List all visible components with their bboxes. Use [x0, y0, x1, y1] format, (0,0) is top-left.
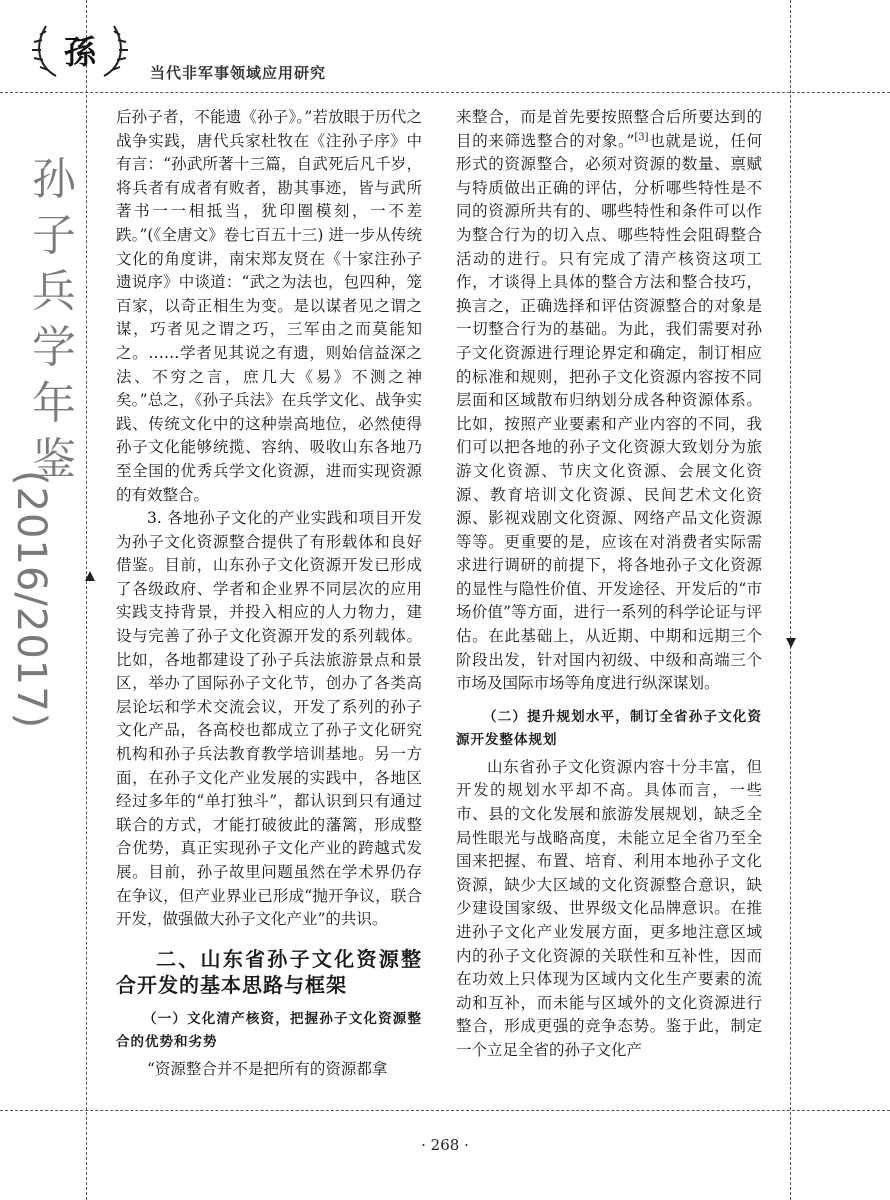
side-title-char: 年 — [32, 378, 76, 429]
side-title-char: 兵 — [32, 266, 76, 317]
subsection-heading: （二）提升规划水平，制订全省孙子文化资源开发整体规划 — [456, 708, 762, 748]
paragraph-text: 也就是说，任何形式的资源整合，必须对资源的数量、禀赋与特质做出正确的评估，分析哪些特性是不同的资源所共有的、哪些特性和条件可以作为整合行为的切入点、哪些特性会阻碍整合活动的进行。只有完成了清产核资这项工作，才谈得上具体的整合方法和整合技巧，换言之，正确选择和评估资源整合的对象是一切整合行为的基础。为此，我们需要对孙子文化资源进行理论界定和确定，制订相应的标准和规则，把孙子文化资源内容按不同层面和区域散布归纳划分成各种资源体系。比如，按照产业要素和产业内容的不同，我们可以把各地的孙子文化资源大致划分为旅游文化资源、节庆文化资源、会展文化资源、教育培训文化资源、民间艺术文化资源、影视戏剧文化资源、网络产品文化资源等等。更重要的是，应该在对消费者实际需求进行调研的前提下，将各地孙子文化资源的显性与隐性价值、开发途径、开发后的“市场价值”等方面，进行一系列的科学论证与评估。在此基础上，从近期、中期和远期三个阶段出发，针对国内初级、中级和高端三个市场及国际市场等角度进行纵深谋划。 — [456, 131, 762, 693]
side-title-char: 学 — [32, 322, 76, 373]
running-header-title: 当代非军事领域应用研究 — [150, 64, 327, 82]
section-heading: 二、山东省孙子文化资源整合开发的基本思路与框架 — [116, 946, 422, 997]
footer-divider — [0, 1110, 890, 1111]
side-title-char: 孙 — [32, 154, 76, 205]
arrow-up-icon — [85, 571, 95, 581]
paragraph: “资源整合并不是把所有的资源都拿 — [147, 1059, 388, 1078]
header-divider — [0, 92, 890, 93]
right-text-column — [456, 106, 762, 1063]
yearbook-side-title — [24, 152, 84, 488]
left-text-column — [116, 106, 422, 1081]
yearbook-logo — [26, 16, 134, 82]
paragraph-text: 来整合，而是首先要按照整合后所要达到的目的来筛选整合的对象。” — [456, 108, 762, 150]
right-margin-guide — [790, 0, 791, 1200]
paragraph: 山东省孙子文化资源内容十分丰富，但开发的规划水平却不高。具体而言，一些市、县的文化发展和旅游发展规划，缺乏全局性眼光与战略高度，未能立足全省乃至全国来把握、布置、培育、利用本地孙子文化资源，缺少大区域的文化资源整合意识，缺少建设国家级、世界级文化品牌意识。在推进孙子文化产业发展方面，更多地注意区域内的孙子文化资源的关联性和互补性，因而在功效上只体现为区域内文化生产要素的流动和互补，而未能与区域外的文化资源进行整合，形成更强的竞争态势。鉴于此，制定一个立足全省的孙子文化产 — [456, 757, 762, 1059]
subsection-heading: （一）文化清产核资，把握孙子文化资源整合的优势和劣势 — [116, 1010, 422, 1050]
laurel-right-icon — [104, 26, 128, 76]
citation-reference: [3] — [634, 131, 649, 143]
side-title-char: 鉴 — [32, 434, 76, 485]
left-margin-guide — [86, 0, 87, 1200]
page-number: · 268 · — [421, 1136, 469, 1154]
logo-glyph: 孫 — [63, 33, 97, 71]
side-title-char: 子 — [32, 210, 76, 261]
paragraph: 3. 各地孙子文化的产业实践和项目开发为孙子文化资源整合提供了有形载体和良好借鉴。目前，山东孙子文化资源开发已形成了各级政府、学者和企业界不同层次的应用实践支持背景，并投入相应的人力物力，建设与完善了孙子文化资源开发的系列载体。比如，各地都建设了孙子兵法旅游景点和景区，举办了国际孙子文化节，创办了各类高层论坛和学术交流会议，开发了系列的孙子文化产品，各高校也都成立了孙子文化研究机构和孙子兵法教育教学培训基地。另一方面，在孙子文化产业发展的实践中，各地区经过多年的“单打独斗”，都认识到只有通过联合的方式，才能打破彼此的藩篱，形成整合优势，真正实现孙子文化产业的跨越式发展。目前，孙子故里问题虽然在学术界仍存在争议，但产业界业已形成“抛开争议，联合开发，做强做大孙子文化产业”的共识。 — [116, 509, 422, 929]
arrow-down-icon — [786, 638, 796, 648]
yearbook-year: (2016/2017) — [8, 470, 54, 730]
paragraph: 后孙子者，不能遗《孙子》。”若放眼于历代之战争实践，唐代兵家杜牧在《注孙子序》中有言：“孙武所著十三篇，自武死后凡千岁，将兵者有成者有败者，勘其事迹，皆与武所著书一一相抵当，犹印圈模刻，一不差跌。”(《全唐文》卷七百五十三) 进一步从传统文化的角度讲，南宋郑友贤在《十家注孙子遗说序》中谈道：“武之为法也，包四种，笼百家，以奇正相生为变。是以谋者见之谓之谋，巧者见之谓之巧，三军由之而莫能知之。……学者见其说之有遗，则始信益深之法、不穷之言，庶几大《易》不测之神矣。”总之，《孙子兵法》在兵学文化、战争实践、传统文化中的这种崇高地位，必然使得孙子文化能够统揽、容纳、吸收山东各地乃至全国的优秀兵学文化资源，进而实现资源的有效整合。 — [116, 108, 422, 504]
laurel-left-icon — [32, 26, 56, 76]
paragraph — [456, 106, 762, 696]
